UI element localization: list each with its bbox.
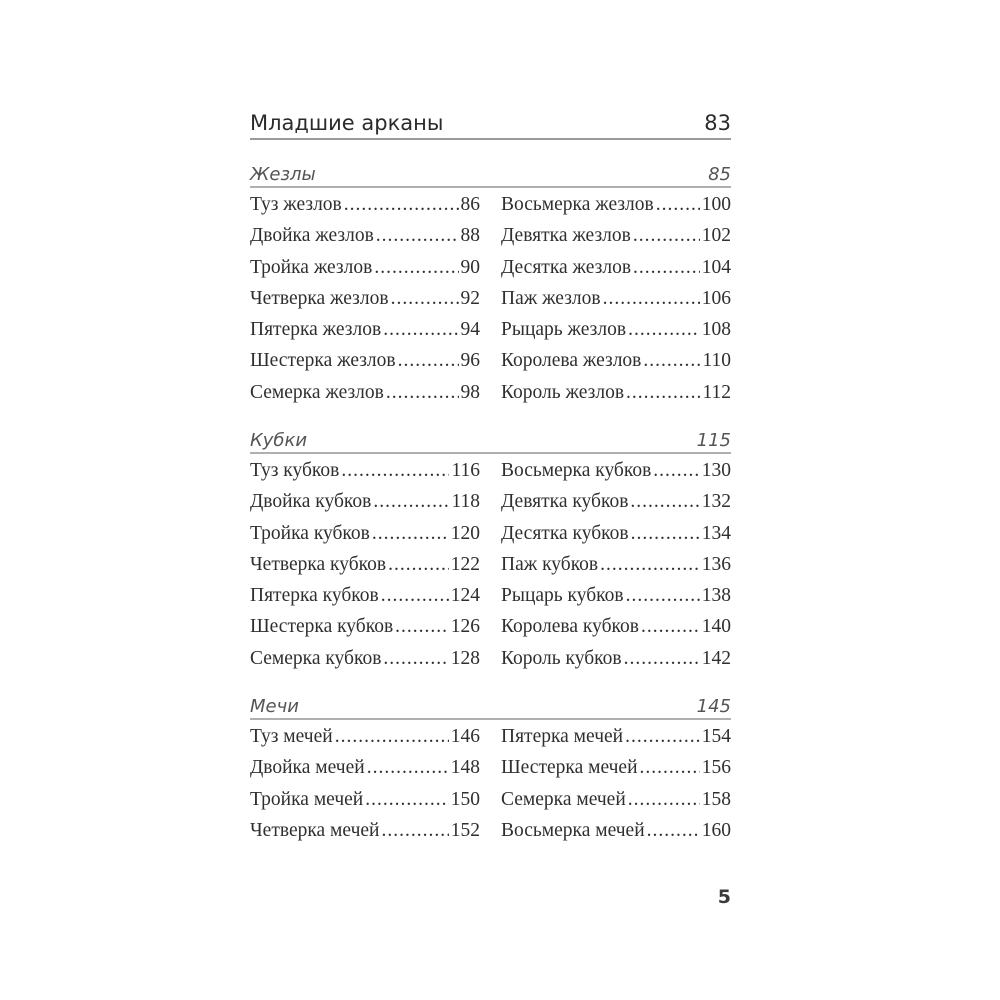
chapter-title: Младшие арканы bbox=[250, 111, 444, 135]
toc-entry[interactable] bbox=[250, 460, 480, 491]
toc-entry[interactable] bbox=[501, 491, 731, 522]
entry-page: 90 bbox=[460, 256, 480, 278]
entry-page: 128 bbox=[450, 647, 480, 669]
dot-leader bbox=[381, 585, 449, 607]
dot-leader bbox=[624, 648, 700, 670]
toc-entry[interactable] bbox=[250, 554, 480, 585]
dot-leader bbox=[383, 319, 458, 341]
entry-title: Тройка жезлов bbox=[250, 256, 373, 278]
toc-entry[interactable] bbox=[250, 288, 480, 319]
section-title: Жезлы bbox=[250, 164, 316, 185]
dot-leader bbox=[374, 257, 458, 279]
entry-title: Тройка мечей bbox=[250, 788, 364, 810]
dot-leader bbox=[383, 648, 448, 670]
toc-entry[interactable] bbox=[250, 757, 480, 788]
entry-page: 160 bbox=[701, 819, 731, 841]
dot-leader bbox=[395, 616, 449, 638]
toc-entry[interactable] bbox=[501, 460, 731, 491]
section-page: 115 bbox=[696, 430, 731, 451]
dot-leader bbox=[640, 757, 700, 779]
entry-title: Десятка жезлов bbox=[501, 256, 632, 278]
dot-leader bbox=[376, 225, 459, 247]
toc-entry[interactable] bbox=[501, 820, 731, 851]
toc-entry[interactable] bbox=[501, 648, 731, 679]
entry-title: Туз мечей bbox=[250, 726, 333, 747]
toc-entry[interactable] bbox=[501, 523, 731, 554]
dot-leader bbox=[388, 554, 449, 576]
toc-entry[interactable] bbox=[501, 616, 731, 647]
entry-title: Восьмерка жезлов bbox=[501, 194, 654, 215]
dot-leader bbox=[647, 820, 700, 842]
toc-entry[interactable] bbox=[501, 585, 731, 616]
entry-title: Король кубков bbox=[501, 647, 622, 669]
dot-leader bbox=[386, 382, 459, 404]
entry-title: Девятка кубков bbox=[501, 491, 629, 513]
entry-page: 98 bbox=[460, 381, 480, 403]
dot-leader bbox=[398, 350, 459, 372]
dot-leader bbox=[641, 616, 700, 638]
entry-page: 94 bbox=[460, 319, 480, 341]
entry-page: 134 bbox=[701, 522, 731, 544]
entry-title: Королева кубков bbox=[501, 616, 639, 638]
dot-leader bbox=[603, 288, 700, 310]
entries-grid bbox=[250, 460, 731, 679]
dot-leader bbox=[391, 288, 459, 310]
entry-page: 136 bbox=[701, 553, 731, 575]
entry-page: 110 bbox=[702, 350, 731, 372]
dot-leader bbox=[631, 523, 700, 545]
entry-title: Рыцарь кубков bbox=[501, 585, 624, 607]
toc-entry[interactable] bbox=[501, 789, 731, 820]
toc-entry[interactable] bbox=[501, 382, 731, 413]
entry-title: Король жезлов bbox=[501, 381, 625, 403]
entry-page: 138 bbox=[701, 585, 731, 607]
entry-title: Девятка жезлов bbox=[501, 225, 631, 247]
entry-title: Паж кубков bbox=[501, 553, 599, 575]
entry-title: Тройка кубков bbox=[250, 522, 370, 544]
section-page: 85 bbox=[708, 164, 731, 185]
entry-page: 126 bbox=[450, 616, 480, 638]
toc-entry[interactable] bbox=[501, 554, 731, 585]
dot-leader bbox=[625, 726, 700, 748]
dot-leader bbox=[630, 491, 699, 513]
toc-entry[interactable] bbox=[250, 194, 480, 225]
entry-title: Рыцарь жезлов bbox=[501, 319, 627, 341]
entry-title: Семерка жезлов bbox=[250, 381, 384, 403]
toc-entry[interactable] bbox=[250, 820, 480, 851]
dot-leader bbox=[628, 789, 700, 811]
entry-page: 122 bbox=[450, 553, 480, 575]
dot-leader bbox=[653, 460, 699, 482]
entry-title: Семерка мечей bbox=[501, 788, 626, 810]
toc-entry[interactable] bbox=[501, 288, 731, 319]
entry-page: 130 bbox=[701, 460, 731, 481]
entry-title: Туз кубков bbox=[250, 460, 340, 481]
chapter-page: 83 bbox=[704, 111, 731, 135]
chapter-heading bbox=[250, 106, 731, 140]
toc-entry[interactable] bbox=[250, 319, 480, 350]
entry-title: Восьмерка мечей bbox=[501, 819, 645, 841]
entry-title: Пятерка кубков bbox=[250, 585, 379, 607]
dot-leader bbox=[341, 460, 449, 482]
entry-page: 124 bbox=[450, 585, 480, 607]
section-heading bbox=[250, 430, 731, 454]
section-title: Кубки bbox=[250, 430, 308, 451]
page-number: 5 bbox=[717, 886, 731, 908]
toc-entry[interactable] bbox=[250, 491, 480, 522]
entry-page: 118 bbox=[451, 491, 480, 513]
toc-entry[interactable] bbox=[501, 726, 731, 757]
dot-leader bbox=[633, 257, 700, 279]
toc-entry[interactable] bbox=[501, 194, 731, 225]
entry-title: Шестерка жезлов bbox=[250, 350, 396, 372]
toc-entry[interactable] bbox=[501, 757, 731, 788]
toc-entry[interactable] bbox=[501, 350, 731, 381]
dot-leader bbox=[373, 491, 449, 513]
dot-leader bbox=[372, 523, 449, 545]
dot-leader bbox=[626, 382, 700, 404]
toc-entry[interactable] bbox=[250, 616, 480, 647]
toc-entry[interactable] bbox=[250, 648, 480, 679]
entry-page: 140 bbox=[701, 616, 731, 638]
section-page: 145 bbox=[696, 696, 731, 717]
entry-page: 96 bbox=[460, 350, 480, 372]
entry-title: Туз жезлов bbox=[250, 194, 342, 215]
toc-entry[interactable] bbox=[501, 257, 731, 288]
dot-leader bbox=[643, 350, 700, 372]
entry-page: 88 bbox=[460, 225, 480, 247]
dot-leader bbox=[633, 225, 700, 247]
entry-title: Паж жезлов bbox=[501, 287, 601, 309]
section-heading bbox=[250, 696, 731, 720]
entry-page: 108 bbox=[701, 319, 731, 341]
entry-title: Шестерка мечей bbox=[501, 757, 638, 779]
entry-title: Двойка кубков bbox=[250, 491, 372, 513]
entry-page: 146 bbox=[450, 726, 480, 747]
entry-title: Пятерка жезлов bbox=[250, 319, 382, 341]
toc-entry[interactable] bbox=[250, 789, 480, 820]
entry-page: 86 bbox=[460, 194, 480, 215]
entry-title: Семерка кубков bbox=[250, 647, 382, 669]
entry-page: 120 bbox=[450, 522, 480, 544]
entries-grid bbox=[250, 194, 731, 413]
entry-title: Двойка мечей bbox=[250, 757, 365, 779]
section-heading bbox=[250, 164, 731, 188]
entry-page: 106 bbox=[701, 287, 731, 309]
toc-entry[interactable] bbox=[250, 382, 480, 413]
entry-page: 102 bbox=[701, 225, 731, 247]
entry-title: Восьмерка кубков bbox=[501, 460, 652, 481]
entry-page: 158 bbox=[701, 788, 731, 810]
entry-page: 100 bbox=[701, 194, 731, 215]
dot-leader bbox=[626, 585, 700, 607]
entry-title: Четверка жезлов bbox=[250, 287, 389, 309]
toc-entry[interactable] bbox=[250, 585, 480, 616]
dot-leader bbox=[628, 319, 700, 341]
entry-page: 148 bbox=[450, 757, 480, 779]
entry-page: 156 bbox=[701, 757, 731, 779]
toc-entry[interactable] bbox=[501, 225, 731, 256]
dot-leader bbox=[656, 194, 700, 216]
entry-title: Королева жезлов bbox=[501, 350, 642, 372]
section-title: Мечи bbox=[250, 696, 299, 717]
dot-leader bbox=[381, 820, 448, 842]
toc-entry[interactable] bbox=[250, 726, 480, 757]
entry-page: 132 bbox=[701, 491, 731, 513]
toc-entry[interactable] bbox=[250, 257, 480, 288]
dot-leader bbox=[365, 789, 449, 811]
entry-title: Десятка кубков bbox=[501, 522, 629, 544]
dot-leader bbox=[344, 194, 459, 216]
entry-page: 152 bbox=[450, 819, 480, 841]
toc-entry[interactable] bbox=[250, 350, 480, 381]
entry-title: Четверка кубков bbox=[250, 553, 387, 575]
toc-entry[interactable] bbox=[250, 523, 480, 554]
entry-page: 92 bbox=[460, 287, 480, 309]
entry-title: Двойка жезлов bbox=[250, 225, 374, 247]
dot-leader bbox=[367, 757, 449, 779]
dot-leader bbox=[600, 554, 700, 576]
entry-page: 104 bbox=[701, 256, 731, 278]
entry-page: 142 bbox=[701, 647, 731, 669]
entry-title: Четверка мечей bbox=[250, 819, 380, 841]
dot-leader bbox=[335, 726, 449, 748]
entry-page: 154 bbox=[701, 726, 731, 747]
entry-page: 112 bbox=[702, 381, 731, 403]
entry-page: 150 bbox=[450, 788, 480, 810]
entry-title: Шестерка кубков bbox=[250, 616, 394, 638]
entries-grid bbox=[250, 726, 731, 851]
entry-title: Пятерка мечей bbox=[501, 726, 624, 747]
entry-page: 116 bbox=[451, 460, 480, 481]
toc-entry[interactable] bbox=[250, 225, 480, 256]
toc-entry[interactable] bbox=[501, 319, 731, 350]
